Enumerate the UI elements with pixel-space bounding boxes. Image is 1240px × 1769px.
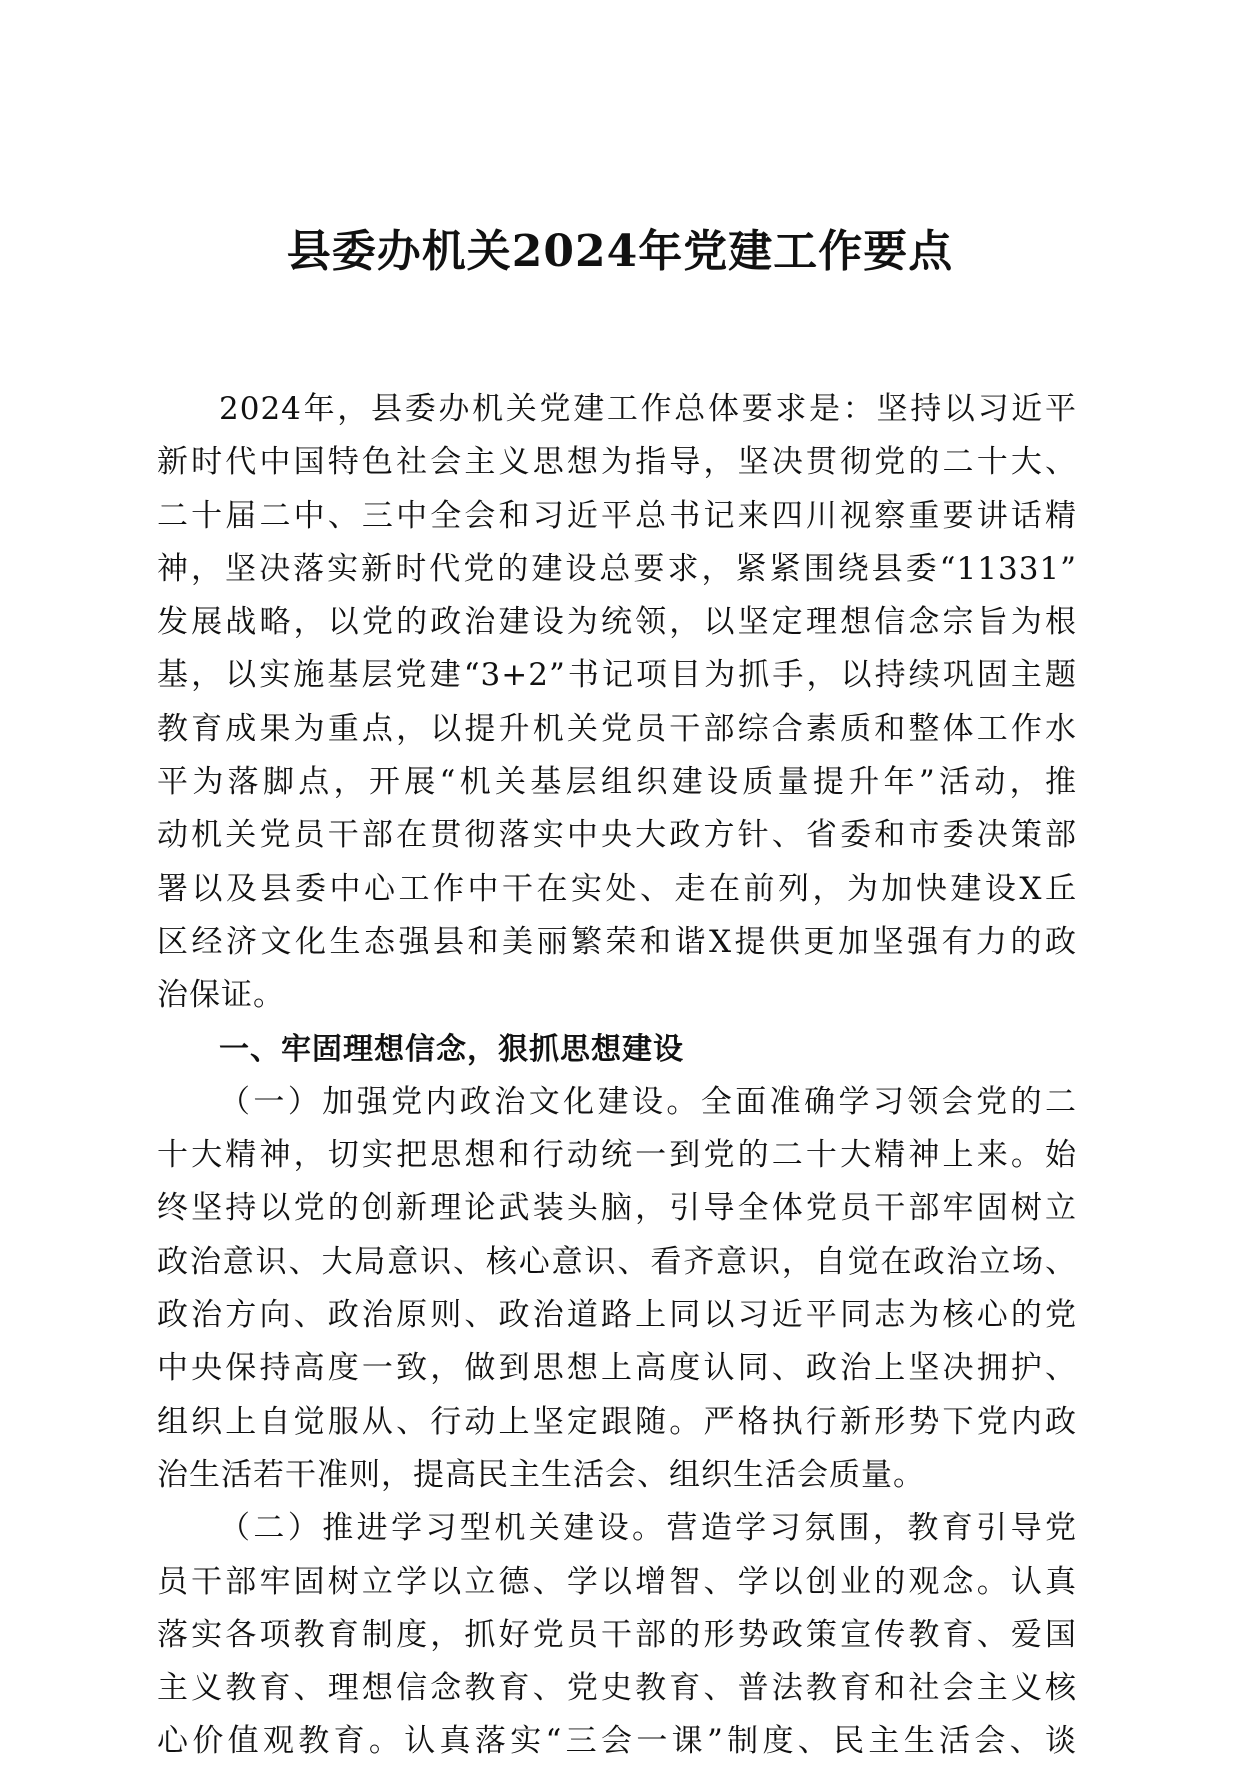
paragraph-line: 区经济文化生态强县和美丽繁荣和谐X提供更加坚强有力的政: [157, 923, 1077, 960]
section-heading: 一、牢固理想信念，狠抓思想建设: [219, 1031, 684, 1067]
document-body: [157, 383, 1077, 1769]
paragraph-line: 2024年，县委办机关党建工作总体要求是：坚持以习近平: [219, 391, 1077, 427]
paragraph-line: 员干部牢固树立学以立德、学以增智、学以创业的观念。认真: [157, 1563, 1077, 1600]
paragraph-line: 署以及县委中心工作中干在实处、走在前列，为加快建设X丘: [157, 870, 1077, 907]
paragraph-line: 发展战略，以党的政治建设为统领，以坚定理想信念宗旨为根: [157, 604, 1077, 641]
paragraph-line: 中央保持高度一致，做到思想上高度认同、政治上坚决拥护、: [157, 1350, 1077, 1387]
paragraph-line: （一）加强党内政治文化建设。全面准确学习领会党的二: [219, 1083, 1077, 1120]
paragraph-line: 组织上自觉服从、行动上坚定跟随。严格执行新形势下党内政: [157, 1403, 1077, 1440]
paragraph-line: 新时代中国特色社会主义思想为指导，坚决贯彻党的二十大、: [157, 444, 1077, 481]
paragraph-line: 主义教育、理想信念教育、党史教育、普法教育和社会主义核: [157, 1670, 1077, 1707]
paragraph-line: 治保证。: [157, 977, 285, 1014]
paragraph-line: 教育成果为重点，以提升机关党员干部综合素质和整体工作水: [157, 710, 1077, 747]
paragraph-line: 神，坚决落实新时代党的建设总要求，紧紧围绕县委“11331”: [157, 550, 1077, 587]
paragraph-line: 政治意识、大局意识、核心意识、看齐意识，自觉在政治立场、: [157, 1243, 1077, 1280]
paragraph-line: 平为落脚点，开展“机关基层组织建设质量提升年”活动，推: [157, 764, 1077, 801]
paragraph-line: 治生活若干准则，提高民主生活会、组织生活会质量。: [157, 1456, 925, 1493]
paragraph-line: 终坚持以党的创新理论武装头脑，引导全体党员干部牢固树立: [157, 1190, 1077, 1227]
paragraph-line: （二）推进学习型机关建设。营造学习氛围，教育引导党: [219, 1510, 1077, 1547]
paragraph-line: 基，以实施基层党建“3+2”书记项目为抓手，以持续巩固主题: [157, 657, 1077, 694]
document-title: 县委办机关2024年党建工作要点: [286, 226, 954, 277]
paragraph-line: 十大精神，切实把思想和行动统一到党的二十大精神上来。始: [157, 1137, 1077, 1174]
paragraph-line: 政治方向、政治原则、政治道路上同以习近平同志为核心的党: [157, 1297, 1077, 1334]
paragraph-line: 动机关党员干部在贯彻落实中央大政方针、省委和市委决策部: [157, 817, 1077, 854]
paragraph-line: 二十届二中、三中全会和习近平总书记来四川视察重要讲话精: [157, 497, 1077, 534]
paragraph-line: 心价值观教育。认真落实“三会一课”制度、民主生活会、谈: [157, 1723, 1077, 1760]
paragraph-line: 落实各项教育制度，抓好党员干部的形势政策宣传教育、爱国: [157, 1616, 1077, 1653]
